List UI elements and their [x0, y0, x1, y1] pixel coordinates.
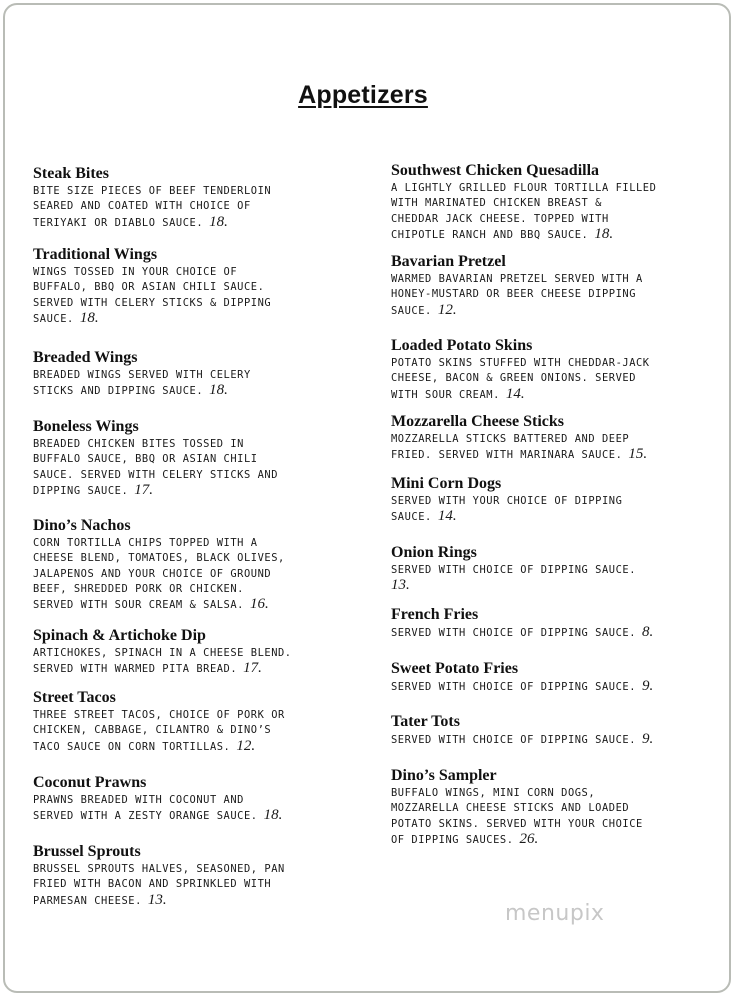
item-price: 14. [505, 385, 525, 402]
menu-item [391, 713, 653, 748]
item-description: BREADED WINGS SERVED WITH CELERY STICKS AND DIPPING SAUCE. 18. [33, 369, 251, 399]
item-description: BREADED CHICKEN BITES TOSSED IN BUFFALO SAUCE, BBQ OR ASIAN CHILI SAUCE. SERVED WITH CELERY STICKS AND DIPPING SAUCE. 17. [33, 438, 279, 498]
item-price: 16. [249, 596, 269, 613]
menu-item [33, 627, 292, 678]
menu-item [391, 544, 636, 595]
item-description: THREE STREET TACOS, CHOICE OF PORK OR CHICKEN, CABBAGE, CILANTRO & DINO’S TACO SAUCE ON CORN TORTILLAS. 12. [33, 709, 285, 754]
menu-item [391, 606, 653, 641]
item-description: SERVED WITH CHOICE OF DIPPING SAUCE. 8. [391, 624, 654, 640]
item-description: BRUSSEL SPROUTS HALVES, SEASONED, PAN FRIED WITH BACON AND SPRINKLED WITH PARMESAN CHEESE. 13. [33, 863, 285, 908]
item-price: 8. [642, 624, 654, 640]
menu-item [33, 517, 285, 613]
item-description: MOZZARELLA STICKS BATTERED AND DEEP FRIED. SERVED WITH MARINARA SAUCE. 15. [391, 433, 648, 463]
item-price: 15. [628, 446, 648, 463]
menu-item [33, 843, 285, 909]
item-price: 12. [236, 737, 256, 754]
item-price: 18. [209, 382, 228, 399]
menu-item [391, 413, 647, 464]
item-name: Southwest Chicken Quesadilla [391, 162, 600, 179]
item-name: Mozzarella Cheese Sticks [391, 413, 564, 430]
menu-item [391, 660, 653, 695]
item-name: Steak Bites [33, 165, 109, 182]
item-price: 13. [391, 577, 410, 594]
item-description: PRAWNS BREADED WITH COCONUT AND SERVED WITH A ZESTY ORANGE SAUCE. 18. [33, 794, 283, 824]
item-description: CORN TORTILLA CHIPS TOPPED WITH A CHEESE BLEND, TOMATOES, BLACK OLIVES, JALAPENOS AND YOUR CHOICE OF GROUND BEEF, SHREDDED PORK OR CHICKEN. SERVED WITH SOUR CREAM & SALSA. 16. [33, 537, 285, 613]
menu-item [33, 349, 251, 400]
item-name: French Fries [391, 606, 479, 623]
item-price: 26. [519, 830, 539, 847]
menu-item [33, 689, 285, 755]
menu-page [3, 3, 731, 993]
item-name: Tater Tots [391, 713, 460, 730]
item-price: 17. [243, 660, 262, 677]
item-price: 18. [209, 213, 228, 230]
item-name: Dino’s Sampler [391, 767, 497, 784]
item-name: Mini Corn Dogs [391, 475, 502, 492]
menu-item [391, 475, 622, 526]
item-price: 13. [147, 891, 167, 908]
item-description: SERVED WITH YOUR CHOICE OF DIPPING SAUCE. 14. [391, 495, 623, 525]
item-name: Dino’s Nachos [33, 517, 131, 534]
page-title: Appetizers [298, 81, 428, 109]
menu-item [33, 774, 282, 825]
item-name: Loaded Potato Skins [391, 337, 533, 354]
item-name: Brussel Sprouts [33, 843, 141, 860]
item-price: 14. [437, 508, 457, 525]
menu-item [391, 162, 656, 243]
item-name: Boneless Wings [33, 418, 139, 435]
menu-item [391, 337, 650, 403]
item-name: Traditional Wings [33, 246, 158, 263]
item-name: Breaded Wings [33, 349, 138, 366]
item-name: Onion Rings [391, 544, 477, 561]
menu-item [391, 253, 643, 319]
item-description: WARMED BAVARIAN PRETZEL SERVED WITH A HONEY-MUSTARD OR BEER CHEESE DIPPING SAUCE. 12. [391, 273, 643, 318]
item-description: BUFFALO WINGS, MINI CORN DOGS, MOZZARELLA CHEESE STICKS AND LOADED POTATO SKINS. SERVED WITH YOUR CHOICE OF DIPPING SAUCES. 26. [391, 787, 643, 847]
item-description: SERVED WITH CHOICE OF DIPPING SAUCE. 9. [391, 678, 654, 694]
item-price: 17. [134, 481, 154, 498]
menu-item [33, 418, 278, 499]
item-description: SERVED WITH CHOICE OF DIPPING SAUCE. 13. [391, 564, 637, 594]
item-description: SERVED WITH CHOICE OF DIPPING SAUCE. 9. [391, 731, 654, 747]
item-description: ARTICHOKES, SPINACH IN A CHEESE BLEND. SERVED WITH WARMED PITA BREAD. 17. [33, 647, 292, 677]
watermark-logo: menupix [505, 901, 605, 926]
item-description: WINGS TOSSED IN YOUR CHOICE OF BUFFALO, BBQ OR ASIAN CHILI SAUCE. SERVED WITH CELERY STICKS & DIPPING SAUCE. 18. [33, 266, 272, 326]
item-price: 18. [594, 225, 614, 242]
menu-item [33, 246, 271, 327]
item-price: 9. [642, 678, 654, 694]
item-price: 18. [263, 807, 283, 824]
item-name: Spinach & Artichoke Dip [33, 627, 206, 644]
item-price: 18. [79, 309, 99, 326]
item-name: Coconut Prawns [33, 774, 147, 791]
item-name: Sweet Potato Fries [391, 660, 519, 677]
menu-item [391, 767, 643, 848]
item-description: A LIGHTLY GRILLED FLOUR TORTILLA FILLED WITH MARINATED CHICKEN BREAST & CHEDDAR JACK CHEESE. TOPPED WITH CHIPOTLE RANCH AND BBQ SAUCE. 18. [391, 182, 657, 242]
item-description: POTATO SKINS STUFFED WITH CHEDDAR-JACK CHEESE, BACON & GREEN ONIONS. SERVED WITH SOUR CREAM. 14. [391, 357, 650, 402]
item-name: Bavarian Pretzel [391, 253, 506, 270]
item-description: BITE SIZE PIECES OF BEEF TENDERLOIN SEARED AND COATED WITH CHOICE OF TERIYAKI OR DIABLO SAUCE. 18. [33, 185, 272, 230]
item-name: Street Tacos [33, 689, 116, 706]
item-price: 12. [437, 301, 457, 318]
item-price: 9. [642, 731, 654, 747]
menu-item [33, 165, 271, 231]
